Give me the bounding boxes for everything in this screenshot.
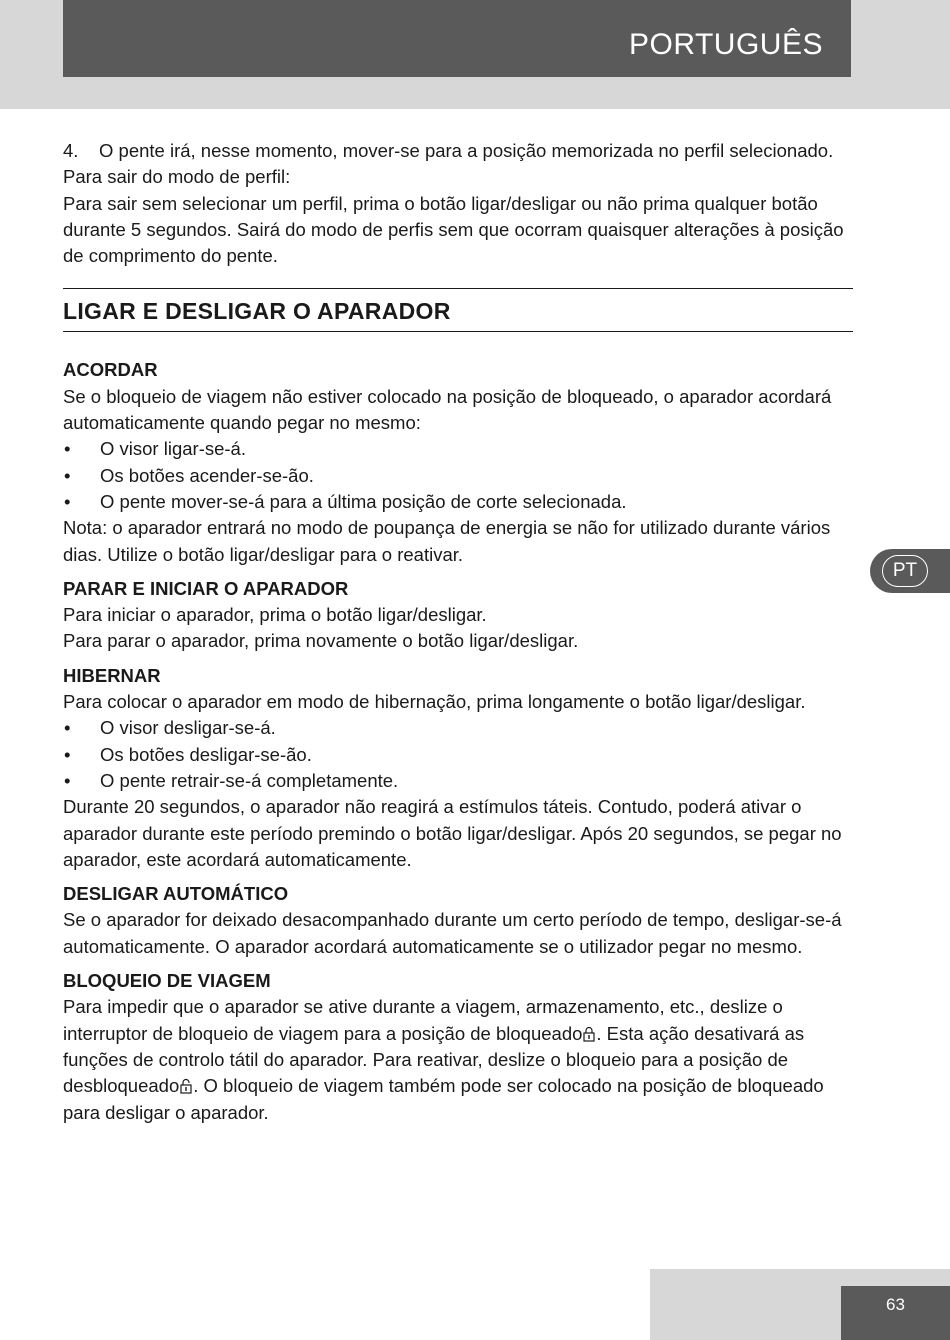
- language-code-badge: PT: [882, 555, 928, 587]
- language-header: [63, 0, 851, 77]
- padlock-open-icon: [180, 1078, 192, 1094]
- hibernar-after: Durante 20 segundos, o aparador não reagirá a estímulos táteis. Contudo, poderá ativar o aparador durante este período premindo o botão ligar/desligar. Após 20 segundos, se pegar no aparador, este acordará automaticamente.: [63, 796, 842, 870]
- exit-heading: Para sair do modo de perfil:: [63, 166, 291, 188]
- page-content: [63, 138, 853, 1126]
- list-item: • O visor ligar-se-á.: [64, 438, 246, 460]
- numbered-item: [63, 138, 853, 164]
- list-item: • O pente mover-se-á para a última posição de corte selecionada.: [64, 490, 627, 512]
- desligar-text: Se o aparador for deixado desacompanhado durante um certo período de tempo, desligar-se-á automaticamente. O aparador acordará automaticamente se o utilizador pegar no mesmo.: [63, 909, 842, 957]
- parar-line2: Para parar o aparador, prima novamente o botão ligar/desligar.: [63, 630, 579, 652]
- item-number: 4.: [63, 140, 79, 161]
- bloqueio-title: BLOQUEIO DE VIAGEM: [63, 970, 271, 992]
- acordar-note: Nota: o aparador entrará no modo de poupança de energia se não for utilizado durante vários dias. Utilize o botão ligar/desligar para o reativar.: [63, 517, 831, 565]
- language-side-tab: [870, 549, 950, 593]
- list-item: • Os botões desligar-se-ão.: [64, 743, 312, 765]
- hibernar-text: Para colocar o aparador em modo de hibernação, prima longamente o botão ligar/desligar.: [63, 691, 806, 713]
- desligar-title: DESLIGAR AUTOMÁTICO: [63, 883, 289, 905]
- item-text: O pente irá, nesse momento, mover-se para a posição memorizada no perfil selecionado.: [99, 140, 834, 161]
- acordar-text: Se o bloqueio de viagem não estiver colocado na posição de bloqueado, o aparador acordará automaticamente quando pegar no mesmo:: [63, 385, 832, 434]
- exit-text: Para sair sem selecionar um perfil, prima o botão ligar/desligar ou não prima qualquer botão durante 5 segundos. Sairá do modo de perfis sem que ocorram quaisquer alterações à posição de comprimento do pente.: [63, 192, 844, 267]
- list-item: • O pente retrair-se-á completamente.: [64, 769, 399, 791]
- section-title: LIGAR E DESLIGAR O APARADOR: [63, 298, 451, 325]
- language-title: PORTUGUÊS: [629, 28, 823, 61]
- list-item: • O visor desligar-se-á.: [64, 717, 276, 739]
- padlock-closed-icon: [583, 1026, 595, 1042]
- bloqueio-text: Para impedir que o aparador se ative durante a viagem, armazenamento, etc., deslize o interruptor de bloqueio de viagem para a posição de bloqueado . Esta ação desativará as funções de controlo tátil do aparador. Para reativar, deslize o bloqueio para a posição de desbloqueado . O bloqueio de viagem também pode ser colocado na posição de bloqueado para desligar o aparador.: [63, 996, 824, 1123]
- parar-title: PARAR E INICIAR O APARADOR: [63, 577, 349, 599]
- hibernar-title: HIBERNAR: [63, 664, 161, 686]
- acordar-title: ACORDAR: [63, 359, 158, 381]
- list-item: • Os botões acender-se-ão.: [64, 464, 314, 486]
- parar-line1: Para iniciar o aparador, prima o botão ligar/desligar.: [63, 604, 487, 626]
- page-number: 63: [841, 1286, 950, 1340]
